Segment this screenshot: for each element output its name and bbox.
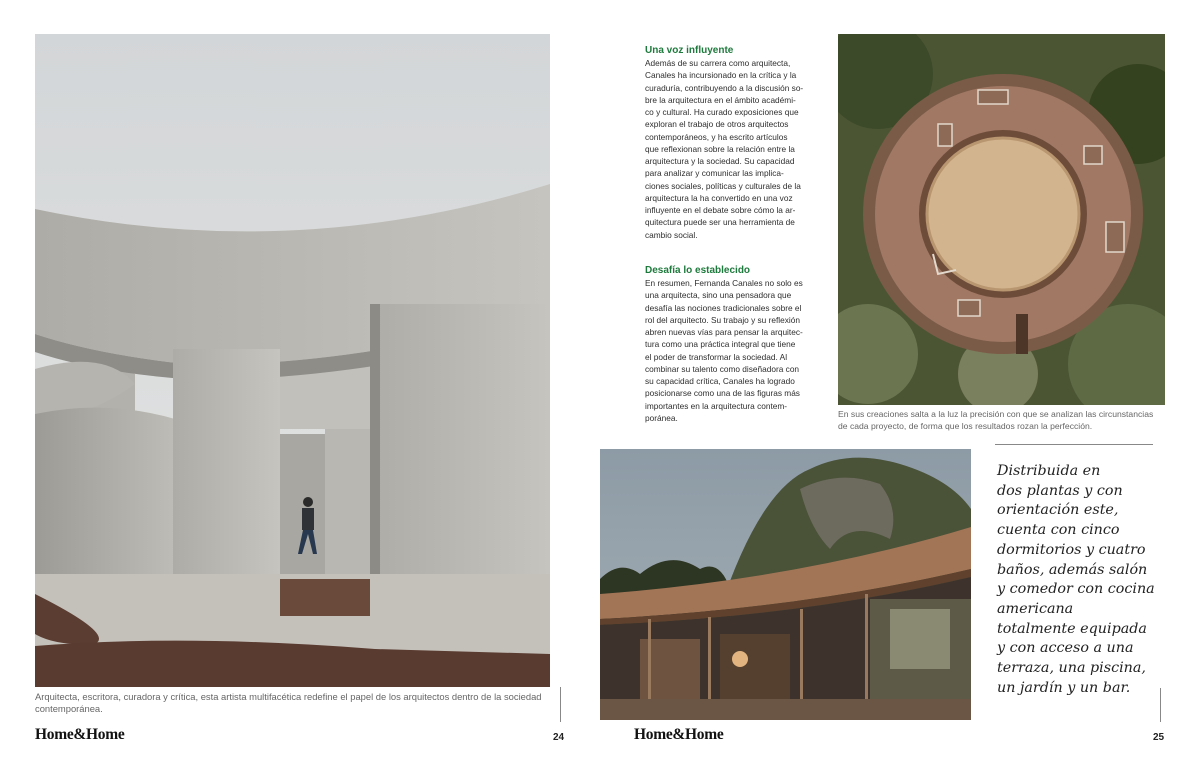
left-caption-line-1: Arquitecta, escritora, curadora y crítica, esta artista multifacética redefine el papel de los arquitectos dentro de la sociedad	[35, 691, 542, 702]
quote-line: dormitorios y cuatro	[997, 541, 1146, 558]
caption-divider-line	[995, 444, 1153, 445]
quote-line: americana	[997, 600, 1074, 617]
left-caption-line-2: contemporánea.	[35, 703, 103, 714]
quote-line: baños, además salón	[997, 561, 1148, 578]
section-body: Además de su carrera como arquitecta, Canales ha incursionado en la crítica y la curaduría, contribuyendo a la discusión so- bre la arquitectura en el ámbito académi- co y cultural. Ha curado exposiciones que exploran el trabajo de otros arquitectos contemporáneos, y ha escrito artículos que reflexionan sobre la relación entre la arquitectura y la sociedad. Su capacidad para analizar y comunicar las implica- ciones sociales, políticas y culturales de la arquitectura la ha convertido en una voz influyente en el debate sobre cómo la ar- quitectura puede ser una herramienta de cambio social.	[645, 58, 804, 240]
section-body: En resumen, Fernanda Canales no solo es una arquitecta, sino una pensadora que desafía las nociones tradicionales sobre el rol del arquitecto. Su trabajo y su reflexión abren nuevas vías para pensar la arquitec- tura como una práctica integral que tiene el poder de transformar la sociedad. Al combinar su talento como diseñadora con su capacidad crítica, Canales ha logrado posicionarse como una de las figuras más importantes en la arquitectura contem- poránea.	[645, 278, 803, 423]
left-divider-line	[560, 687, 561, 722]
quote-line: terraza, una piscina,	[997, 660, 1146, 677]
brand-logo-left: Home&Home	[35, 726, 125, 743]
quote-line: Distribuida en	[997, 463, 1101, 479]
house-exterior-photo	[600, 449, 971, 720]
section-una-voz-influyente	[645, 45, 812, 241]
quote-line: cuenta con cinco	[997, 522, 1120, 539]
page-number-right: 25	[1153, 732, 1165, 743]
brand-logo-right: Home&Home	[634, 726, 724, 743]
pull-quote	[997, 462, 1167, 698]
quote-line: y con acceso a una	[997, 640, 1134, 657]
quote-line: dos plantas y con	[997, 482, 1123, 499]
circular-house-aerial-photo	[838, 34, 1165, 405]
section-desafia-lo-establecido	[645, 265, 812, 424]
concrete-courtyard-photo	[35, 34, 550, 687]
page-number-left: 24	[553, 732, 565, 743]
left-photo-caption	[35, 691, 550, 715]
quote-divider-line	[1160, 688, 1161, 722]
quote-line: un jardín y un bar.	[997, 679, 1131, 696]
section-heading: Desafía lo establecido	[645, 265, 751, 276]
top-photo-caption	[838, 408, 1168, 432]
top-caption-line-1: En sus creaciones salta a la luz la precisión con que se analizan las circunstancias	[838, 409, 1154, 419]
quote-line: orientación este,	[997, 502, 1119, 519]
quote-line: totalmente equipada	[997, 620, 1147, 637]
top-caption-line-2: de cada proyecto, de forma que los resultados rozan la perfección.	[838, 421, 1093, 431]
section-heading: Una voz influyente	[645, 45, 734, 56]
quote-line: y comedor con cocina	[997, 581, 1155, 598]
